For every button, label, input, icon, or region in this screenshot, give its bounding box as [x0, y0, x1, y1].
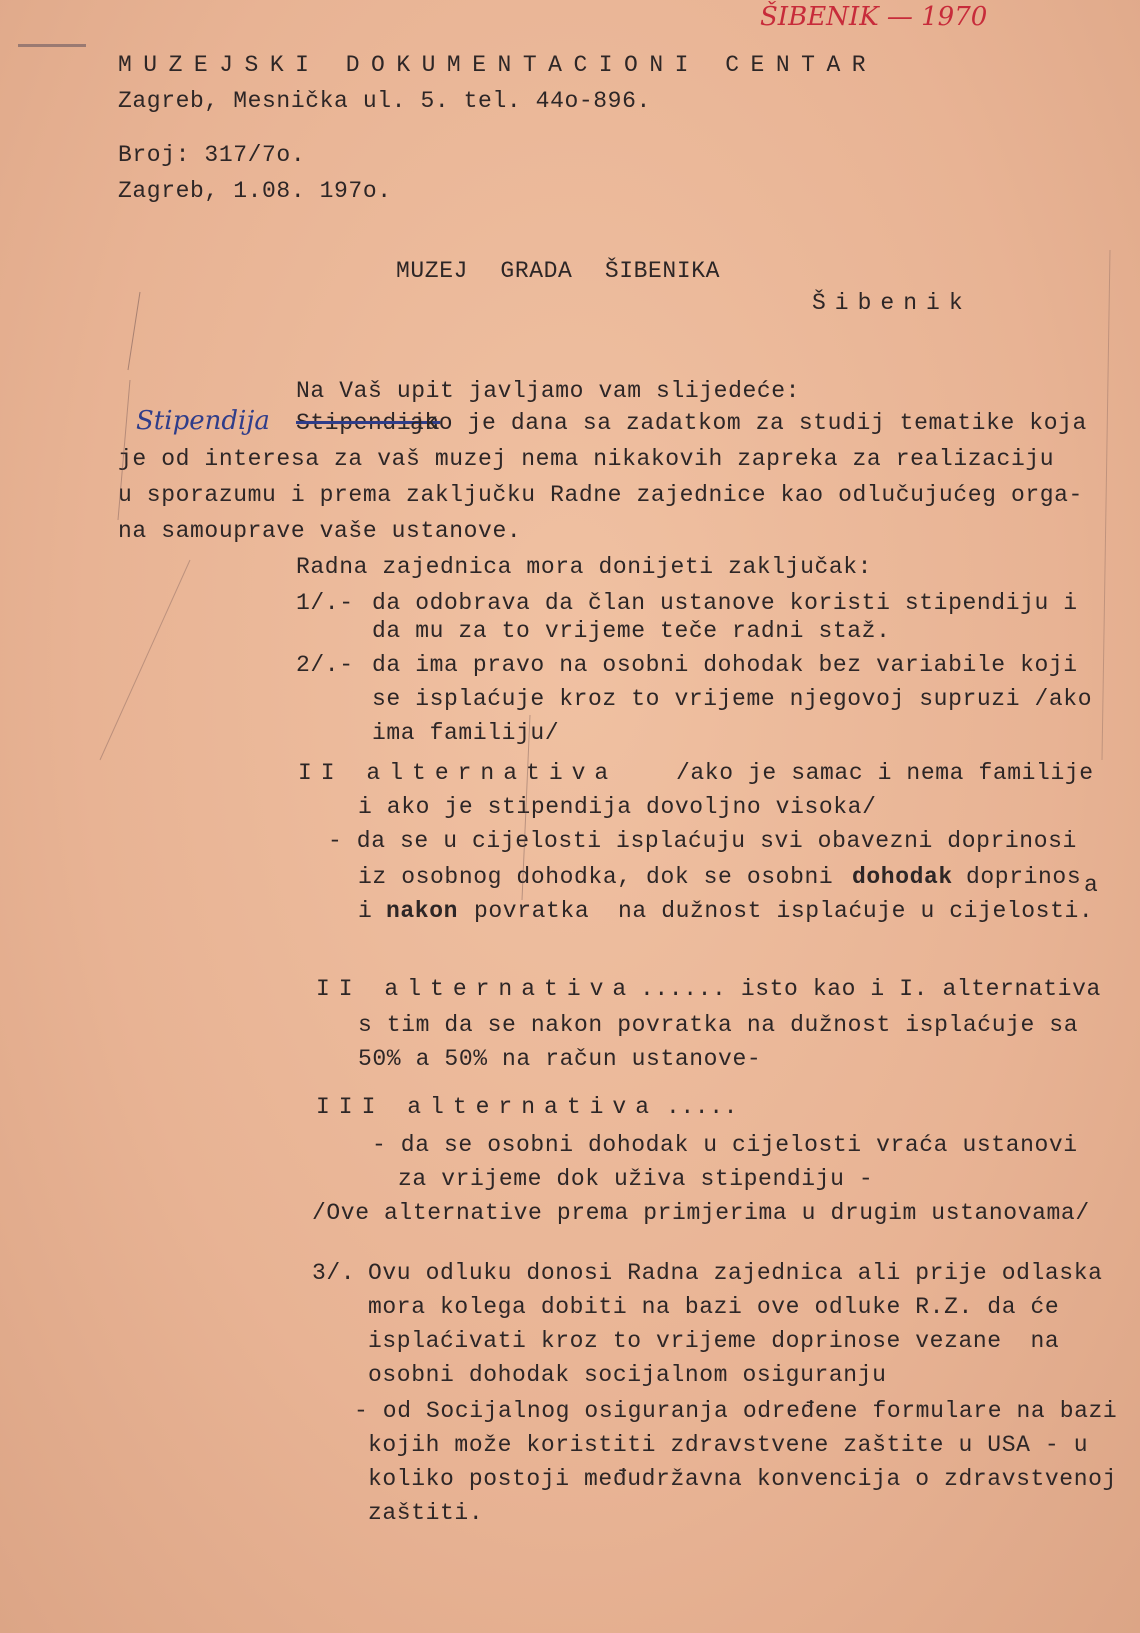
- alternative-3-line-1: - da se osobni dohodak u cijelosti vraća ustanovi: [372, 1132, 1078, 1158]
- alternative-2-line-1: ...... isto kao i I. alternativa: [640, 976, 1101, 1002]
- item-2-line-3: ima familiju/: [372, 720, 560, 746]
- handwritten-insert: Stipendija: [136, 406, 270, 436]
- rz-heading: Radna zajednica mora donijeti zaključak:: [296, 554, 873, 580]
- alternative-3-line-2: za vrijeme dok uživa stipendiju -: [398, 1166, 874, 1192]
- paragraph-1-line-3: u sporazumu i prema zaključku Radne zajednice kao odlučujućeg orga-: [118, 482, 1083, 508]
- alternative-2-line-3: 50% a 50% na račun ustanove-: [358, 1046, 762, 1072]
- alternative-1-nakon: nakon: [386, 898, 459, 924]
- item-3-line-3: isplaćivati kroz to vrijeme doprinose vezane na: [368, 1328, 1060, 1354]
- paragraph-1-line-2: je od interesa za vaš muzej nema nikakovih zapreka za realizaciju: [118, 446, 1055, 472]
- alternative-3-dots: .....: [666, 1094, 739, 1120]
- item-3-line-4: osobni dohodak socijalnom osiguranju: [368, 1362, 887, 1388]
- alternative-1-doprinos: doprinos: [966, 864, 1082, 890]
- item-1-number: 1/.-: [296, 590, 354, 616]
- reference-number: Broj: 317/7o.: [118, 142, 306, 168]
- alternative-1-struck-word: dohodak: [852, 864, 953, 890]
- alternative-2-line-2: s tim da se nakon povratka na dužnost isplaćuje sa: [358, 1012, 1079, 1038]
- recipient-city: Šibenik: [812, 290, 972, 316]
- alternative-1-line-5c: povratka na dužnost isplaćuje u cijelosti.: [474, 898, 1094, 924]
- item-3-line-2: mora kolega dobiti na bazi ove odluke R.Z. da će: [368, 1294, 1060, 1320]
- letter-date: Zagreb, 1.08. 197o.: [118, 178, 392, 204]
- struck-word: Stipendija: [296, 410, 441, 436]
- alternative-1-line-3: - da se u cijelosti isplaćuju svi obavezni doprinosi: [328, 828, 1077, 854]
- org-name: MUZEJSKI DOKUMENTACIONI CENTAR: [118, 52, 878, 78]
- pencil-stroke: [118, 380, 130, 520]
- pencil-stroke: [522, 715, 530, 900]
- handwritten-archive-note: ŠIBENIK — 1970: [760, 2, 988, 32]
- item-1-line-2: da mu za to vrijeme teče radni staž.: [372, 618, 891, 644]
- alternative-1-line-2: i ako je stipendija dovoljno visoka/: [358, 794, 877, 820]
- pencil-stroke: [1102, 250, 1110, 760]
- item-3-number: 3/.: [312, 1260, 356, 1286]
- alternative-1-suffix: a: [1084, 872, 1099, 898]
- alternative-1-line-5a: i: [358, 898, 373, 924]
- item-1-line-1: da odobrava da član ustanove koristi stipendiju i: [372, 590, 1078, 616]
- paragraph-1-line-4: na samouprave vaše ustanove.: [118, 518, 522, 544]
- item-3-line-7: koliko postoji međudržavna konvencija o zdravstvenoj: [368, 1466, 1117, 1492]
- alternative-1-line-4: iz osobnog dohodka, dok se osobni: [358, 864, 834, 890]
- item-3-line-1: Ovu odluku donosi Radna zajednica ali prije odlaska: [368, 1260, 1103, 1286]
- intro-line: Na Vaš upit javljamo vam slijedeće:: [296, 378, 801, 404]
- recipient-name: MUZEJ GRADA ŠIBENIKA: [396, 258, 721, 284]
- item-3-line-6: kojih može koristiti zdravstvene zaštite u USA - u: [368, 1432, 1089, 1458]
- alternative-2-label: II alternativa: [316, 976, 636, 1002]
- alternative-3-line-3: /Ove alternative prema primjerima u drugim ustanovama/: [312, 1200, 1090, 1226]
- alternative-3-label: III alternativa: [316, 1094, 659, 1120]
- org-address: Zagreb, Mesnička ul. 5. tel. 44o-896.: [118, 88, 651, 114]
- alternative-1-label: II alternativa: [298, 760, 618, 786]
- pencil-stroke: [100, 560, 190, 760]
- paragraph-1-line-1: ako je dana sa zadatkom za studij tematike koja: [410, 410, 1087, 436]
- item-2-number: 2/.-: [296, 652, 354, 678]
- item-2-line-2: se isplaćuje kroz to vrijeme njegovoj supruzi /ako: [372, 686, 1093, 712]
- item-3-line-5: - od Socijalnog osiguranja određene formulare na bazi: [354, 1398, 1118, 1424]
- alternative-1-line-1: /ako je samac i nema familije: [676, 760, 1094, 786]
- item-2-line-1: da ima pravo na osobni dohodak bez variabile koji: [372, 652, 1078, 678]
- item-3-line-8: zaštiti.: [368, 1500, 484, 1526]
- pencil-stroke: [128, 292, 140, 370]
